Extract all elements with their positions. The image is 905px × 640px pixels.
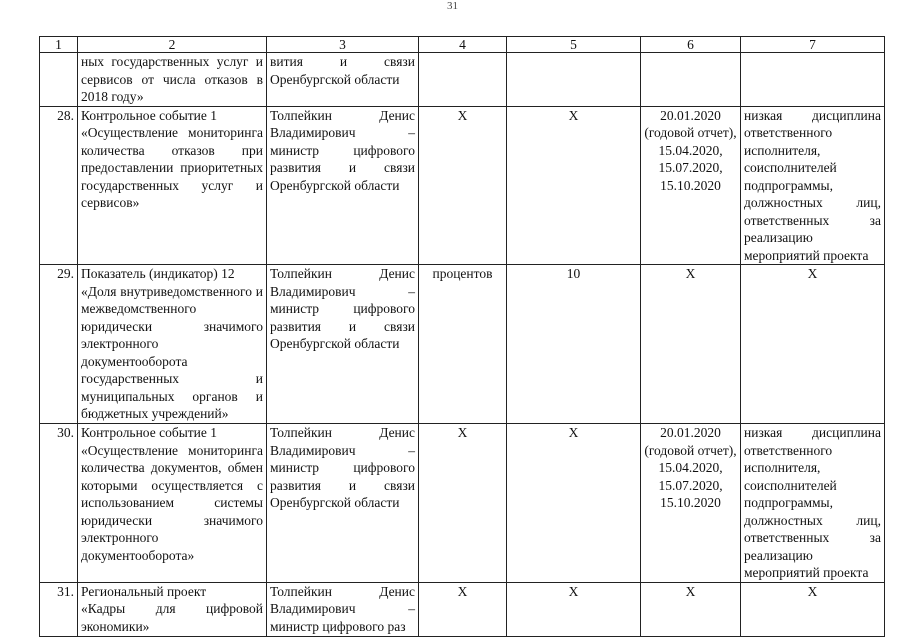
item-title: Контрольное событие 1 [81, 425, 218, 440]
row-number: 28. [40, 106, 78, 265]
table-row-carryover [40, 53, 885, 107]
responsible-person: Толпейкин Денис Владимирович – министр цифрового развития и связи Оренбургской области [267, 106, 419, 265]
responsible-person: Толпейкин Денис Владимирович – министр цифрового раз [267, 582, 419, 636]
date-line: 15.10.2020 [660, 177, 721, 193]
date-line: 15.04.2020, [658, 142, 723, 158]
header-cell: 3 [267, 37, 419, 53]
header-cell: 7 [741, 37, 885, 53]
value-cell [507, 53, 641, 107]
item-description: «Осуществление мониторинга количества документов, обмен которыми осуществляется с использованием системы юридически значимого электронного документооборота» [81, 442, 263, 563]
dates-cell: X [641, 265, 741, 424]
unit-cell: процентов [419, 265, 507, 424]
item-name [78, 265, 267, 424]
item-description: «Доля внутриведомственного и межведомственного юридически значимого электронного документооборота государственных и муниципальных органов и бюджетных учреждений» [81, 283, 263, 421]
table-row [40, 265, 885, 424]
responsible-person: вития и связи Оренбургской области [267, 53, 419, 107]
risk-cell: X [741, 265, 885, 424]
item-name [78, 424, 267, 583]
date-line: 15.10.2020 [660, 495, 721, 510]
date-line: 20.01.2020 [660, 107, 721, 123]
date-line: 15.07.2020, [658, 477, 723, 493]
risk-cell: низкая дисциплина ответственного исполнителя, соисполнителей подпрограммы, должностных лиц, ответственных за реализацию мероприятий проекта [741, 424, 885, 583]
date-line: 20.01.2020 [660, 425, 721, 440]
row-number: 30. [40, 424, 78, 583]
table-row [40, 582, 885, 636]
header-cell: 5 [507, 37, 641, 53]
item-description: «Осуществление мониторинга количества отказов при предоставлении приоритетных государственных услуг и сервисов» [81, 125, 263, 210]
date-line: 15.07.2020, [658, 160, 723, 175]
header-cell: 1 [40, 37, 78, 53]
dates-cell [641, 106, 741, 265]
unit-cell: X [419, 106, 507, 265]
page-number: 31 [447, 0, 458, 12]
item-name [78, 582, 267, 636]
dates-cell [641, 53, 741, 107]
value-cell: X [507, 424, 641, 583]
row-number: 31. [40, 582, 78, 636]
date-line: 15.04.2020, [658, 460, 723, 475]
row-number: 29. [40, 265, 78, 424]
value-cell: X [507, 106, 641, 265]
header-cell: 4 [419, 37, 507, 53]
unit-cell [419, 53, 507, 107]
item-name: ных государственных услуг и сервисов от числа отказов в 2018 году» [78, 53, 267, 107]
item-title: Показатель (индикатор) 12 [81, 266, 235, 281]
value-cell: 10 [507, 265, 641, 424]
dates-cell [641, 424, 741, 583]
risk-cell [741, 53, 885, 107]
item-name [78, 106, 267, 265]
unit-cell: X [419, 424, 507, 583]
responsible-person: Толпейкин Денис Владимирович – министр цифрового развития и связи Оренбургской области [267, 265, 419, 424]
risk-cell: низкая дисциплина ответственного исполнителя, соисполнителей подпрограммы, должностных лиц, ответственных за реализацию мероприятий проекта [741, 106, 885, 265]
header-cell: 6 [641, 37, 741, 53]
item-title: Контрольное событие 1 [81, 107, 218, 123]
responsible-person: Толпейкин Денис Владимирович – министр цифрового развития и связи Оренбургской области [267, 424, 419, 583]
item-title: Региональный проект [81, 583, 207, 599]
header-cell: 2 [78, 37, 267, 53]
value-cell: X [507, 582, 641, 636]
document-table [39, 36, 885, 637]
date-line: (годовой отчет), [644, 442, 737, 458]
table-row [40, 106, 885, 265]
table-row [40, 424, 885, 583]
unit-cell: X [419, 582, 507, 636]
row-number [40, 53, 78, 107]
risk-cell: X [741, 582, 885, 636]
item-description: «Кадры для цифровой экономики» [81, 601, 263, 634]
date-line: (годовой отчет), [644, 125, 737, 140]
table-header-row [40, 37, 885, 53]
dates-cell: X [641, 582, 741, 636]
